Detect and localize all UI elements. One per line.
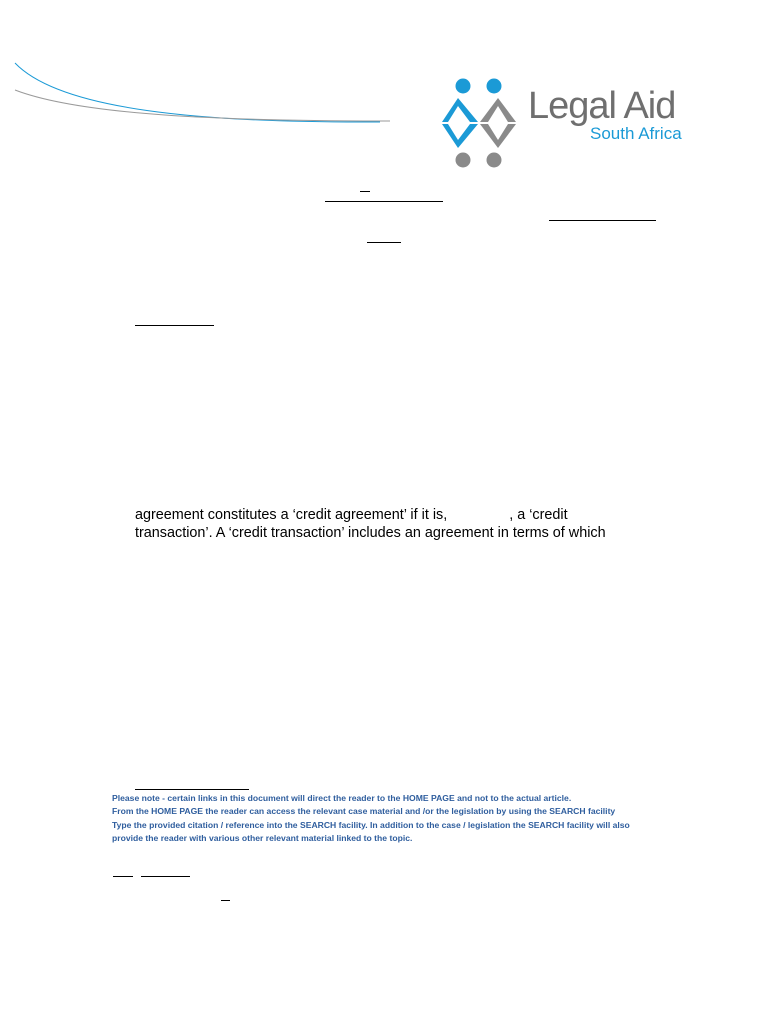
title-underline bbox=[325, 201, 443, 202]
logo-name: Legal Aid bbox=[528, 85, 676, 127]
header-swoosh bbox=[0, 55, 400, 135]
footnote-ref-underline-dash bbox=[221, 900, 230, 901]
footnote-ref-underline bbox=[141, 876, 190, 877]
legal-aid-logo-icon bbox=[436, 74, 522, 174]
body-line-1-part-a: agreement constitutes a ‘credit agreement’ if it is, bbox=[135, 507, 448, 523]
footnote-ref-underline-short bbox=[113, 876, 133, 877]
footnote-separator bbox=[135, 789, 249, 790]
subtitle-underline-right bbox=[549, 220, 656, 221]
body-line-1-part-b: , a ‘credit bbox=[509, 507, 568, 523]
heading-underline bbox=[135, 325, 214, 326]
footnote bbox=[112, 792, 672, 846]
footnote-line: From the HOME PAGE the reader can access the relevant case material and /or the legislation by using the SEARCH facility bbox=[112, 806, 616, 817]
title-underline-dash bbox=[360, 191, 370, 192]
footnote-line: Please note - certain links in this document will direct the reader to the HOME PAGE and not to the actual article. bbox=[112, 793, 572, 803]
footnote-line: provide the reader with various other relevant material linked to the topic. bbox=[112, 833, 413, 844]
subtitle-underline-center bbox=[367, 242, 401, 243]
body-paragraph bbox=[135, 506, 606, 542]
body-line-1 bbox=[135, 506, 606, 524]
body-line-2: transaction’. A ‘credit transaction’ includes an agreement in terms of which bbox=[135, 525, 606, 541]
logo-subtitle: South Africa bbox=[590, 124, 682, 143]
footnote-line: Type the provided citation / reference into the SEARCH facility. In addition to the case / legislation the SEARCH facility will also bbox=[112, 819, 630, 830]
